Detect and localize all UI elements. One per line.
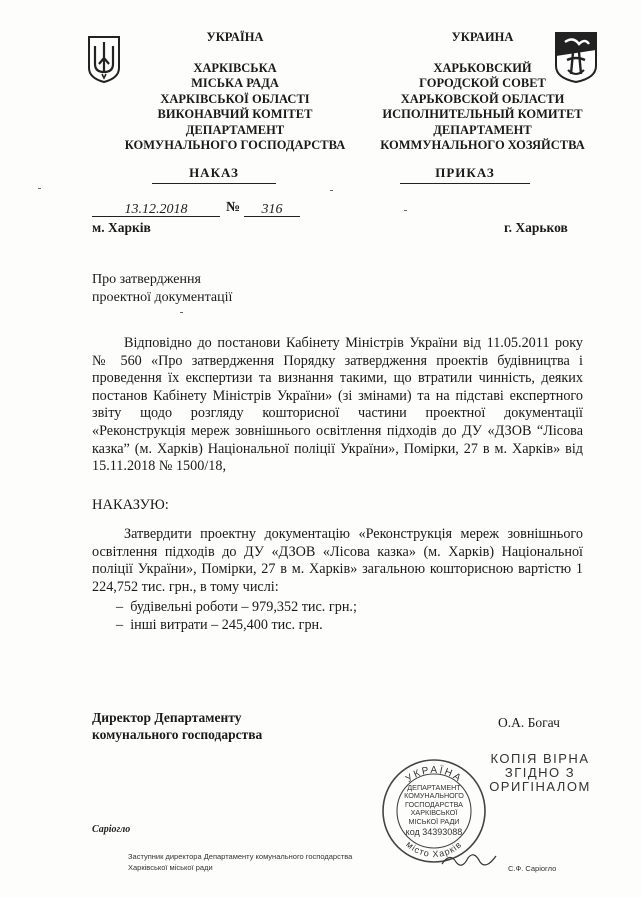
footer-line: Харківської міської ради xyxy=(128,863,213,872)
signature-position-line: комунального господарства xyxy=(92,727,263,742)
order-title-ua-text: НАКАЗ xyxy=(189,165,239,180)
header-right-line: КОММУНАЛЬНОГО ХОЗЯЙСТВА xyxy=(380,138,585,152)
signature-name: О.А. Богач xyxy=(498,715,560,730)
stamp-line: МІСЬКОЇ РАДИ xyxy=(408,816,460,826)
order-title-ru-text: ПРИКАЗ xyxy=(435,165,495,180)
footer-line: Заступник директора Департаменту комунального господарства xyxy=(128,852,353,861)
header-left-line: КОМУНАЛЬНОГО ГОСПОДАРСТВА xyxy=(124,138,346,152)
certified-copy-line: ОРИГІНАЛОМ xyxy=(489,779,591,794)
stamp-line: ДЕПАРТАМЕНТ xyxy=(407,783,461,792)
header-left-line: ДЕПАРТАМЕНТ xyxy=(185,122,285,137)
number-field xyxy=(244,200,300,217)
header-right-line: ХАРЬКОВСКОЙ ОБЛАСТИ xyxy=(400,91,565,106)
header-left-line: ХАРКІВСЬКОЇ ОБЛАСТІ xyxy=(160,91,310,106)
preamble-paragraph: Відповідно до постанови Кабінету Міністрів України від 11.05.2011 року № 560 «Про затвердження Порядку затвердження проектів будівництва і проведення їх експертизи та визнання такими, що втратили чинність, деяких постанов Кабінету Міністрів України» (зі змінами) та на підставі експертного звіту щодо розгляду кошторисної частини проектної документації «Реконструкція мереж зовнішнього освітлення підходів до ДУ «ДЗОВ “Лісова казка” (м. Харків) Національної поліції України», Помірки, 27 в м. Харків» від 15.11.2018 № 1500/18, xyxy=(92,335,583,475)
list-item-text: будівельні роботи – 979,352 тис. грн.; xyxy=(130,599,357,615)
header-right xyxy=(355,30,610,154)
header-right-country: УКРАИНА xyxy=(451,30,514,44)
signature-position xyxy=(92,709,262,743)
header-left-line: МІСЬКА РАДА xyxy=(191,76,279,90)
cost-list xyxy=(116,599,576,634)
city-ua: м. Харків xyxy=(92,220,151,235)
decision-paragraph: Затвердити проектну документацію «Реконструкція мереж зовнішнього освітлення підходів до ДУ «ДЗОВ «Лісова казка» (м. Харків) Національної поліції України», Помірки, 27 в м. Харків» загальною кошторисною вартістю 1 224,752 тис. грн., в тому числі: xyxy=(92,526,583,595)
header-right-line: ХАРЬКОВСКИЙ xyxy=(433,60,532,75)
list-item: – будівельні роботи – 979,352 тис. грн.; xyxy=(116,599,357,615)
number-label: № xyxy=(226,200,241,215)
subject-line: Про затвердження xyxy=(92,272,201,287)
stamp-line: ГОСПОДАРСТВА xyxy=(405,799,463,809)
stamp-ring-top: УКРАЇНА xyxy=(403,764,465,785)
header-right-line: ИСПОЛНИТЕЛЬНЫЙ КОМИТЕТ xyxy=(382,107,583,121)
footer-right-name: С.Ф. Саріогло xyxy=(508,864,557,873)
order-title-ua xyxy=(152,165,276,184)
svg-text:УКРАЇНА xyxy=(404,764,464,785)
list-item: – інші витрати – 245,400 тис. грн. xyxy=(116,616,323,633)
certified-copy-line: ЗГІДНО З xyxy=(504,765,576,780)
header-left-line: ВИКОНАВЧИЙ КОМІТЕТ xyxy=(157,107,313,121)
stamp-line: ХАРКІВСЬКОЇ xyxy=(410,808,458,818)
stamp-code: код 34393088 xyxy=(405,827,463,838)
list-item-text: інші витрати – 245,400 тис. грн. xyxy=(130,616,323,633)
certified-copy-stamp xyxy=(482,752,598,794)
header-left-line: ХАРКІВСЬКА xyxy=(193,60,277,75)
header-right-line: ГОРОДСКОЙ СОВЕТ xyxy=(419,76,546,90)
certified-copy-line: КОПІЯ ВІРНА xyxy=(490,751,590,766)
header-right-line: ДЕПАРТАМЕНТ xyxy=(433,122,532,137)
footer-handwritten-name: Саріогло xyxy=(92,824,131,835)
subject xyxy=(92,271,232,307)
header-left-country: УКРАЇНА xyxy=(206,30,264,44)
stamp-ring-bottom: місто Харків xyxy=(404,839,464,860)
date-field xyxy=(92,200,220,217)
order-word: НАКАЗУЮ: xyxy=(92,497,169,513)
city-ru: г. Харьков xyxy=(504,220,568,235)
signature-scribble-icon xyxy=(440,848,500,872)
stamp-line: КОМУНАЛЬНОГО xyxy=(404,791,464,801)
signature-position-line: Директор Департаменту xyxy=(92,710,242,725)
order-title-ru xyxy=(400,165,530,184)
subject-line: проектної документації xyxy=(92,290,233,305)
number-value: 316 xyxy=(261,202,283,217)
date-value: 13.12.2018 xyxy=(124,202,188,217)
header-left xyxy=(110,30,360,154)
